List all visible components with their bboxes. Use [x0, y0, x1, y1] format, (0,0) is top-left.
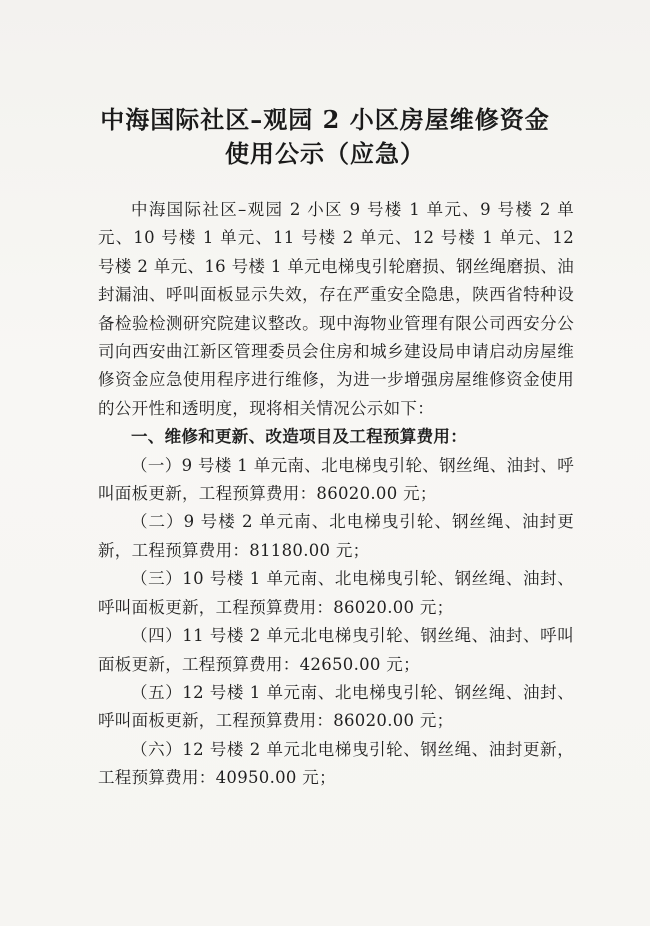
section-heading-1: 一、维修和更新、改造项目及工程预算费用： [131, 427, 467, 447]
list-item-4: （四）11 号楼 2 单元北电梯曳引轮、钢丝绳、油封、呼叫面板更新，工程预算费用：42650.00 元； [98, 626, 574, 674]
list-item-2: （二）9 号楼 2 单元南、北电梯曳引轮、钢丝绳、油封更新，工程预算费用：81180.00 元； [98, 512, 574, 560]
intro-paragraph: 中海国际社区–观园 2 小区 9 号楼 1 单元、9 号楼 2 单元、10 号楼 1 单元、11 号楼 2 单元、12 号楼 1 单元、12 号楼 2 单元、16 号楼 1 单元电梯曳引轮磨损、钢丝绳磨损、油封漏油、呼叫面板显示失效，存在严重安全隐患，陕西省特种设备检验检测研究院建议整改。现中海物业管理有限公司西安分公司向西安曲江新区管理委员会住房和城乡建设局申请启动房屋维修资金应急使用程序进行维修，为进一步增强房屋维修资金使用的公开性和透明度，现将相关情况公示如下： [98, 200, 574, 418]
list-item-5: （五）12 号楼 1 单元南、北电梯曳引轮、钢丝绳、油封、呼叫面板更新，工程预算费用：86020.00 元； [98, 682, 574, 731]
document-title-line-2: 使用公示（应急） [225, 139, 425, 168]
document-title-line-1: 中海国际社区–观园 2 小区房屋维修资金 [100, 105, 550, 134]
document-body [98, 196, 574, 793]
list-item-6: （六）12 号楼 2 单元北电梯曳引轮、钢丝绳、油封更新，工程预算费用：40950.00 元； [98, 739, 574, 788]
list-item-1: （一）9 号楼 1 单元南、北电梯曳引轮、钢丝绳、油封、呼叫面板更新，工程预算费用：86020.00 元； [98, 455, 574, 504]
list-item-3: （三）10 号楼 1 单元南、北电梯曳引轮、钢丝绳、油封、呼叫面板更新，工程预算费用：86020.00 元； [98, 569, 574, 617]
